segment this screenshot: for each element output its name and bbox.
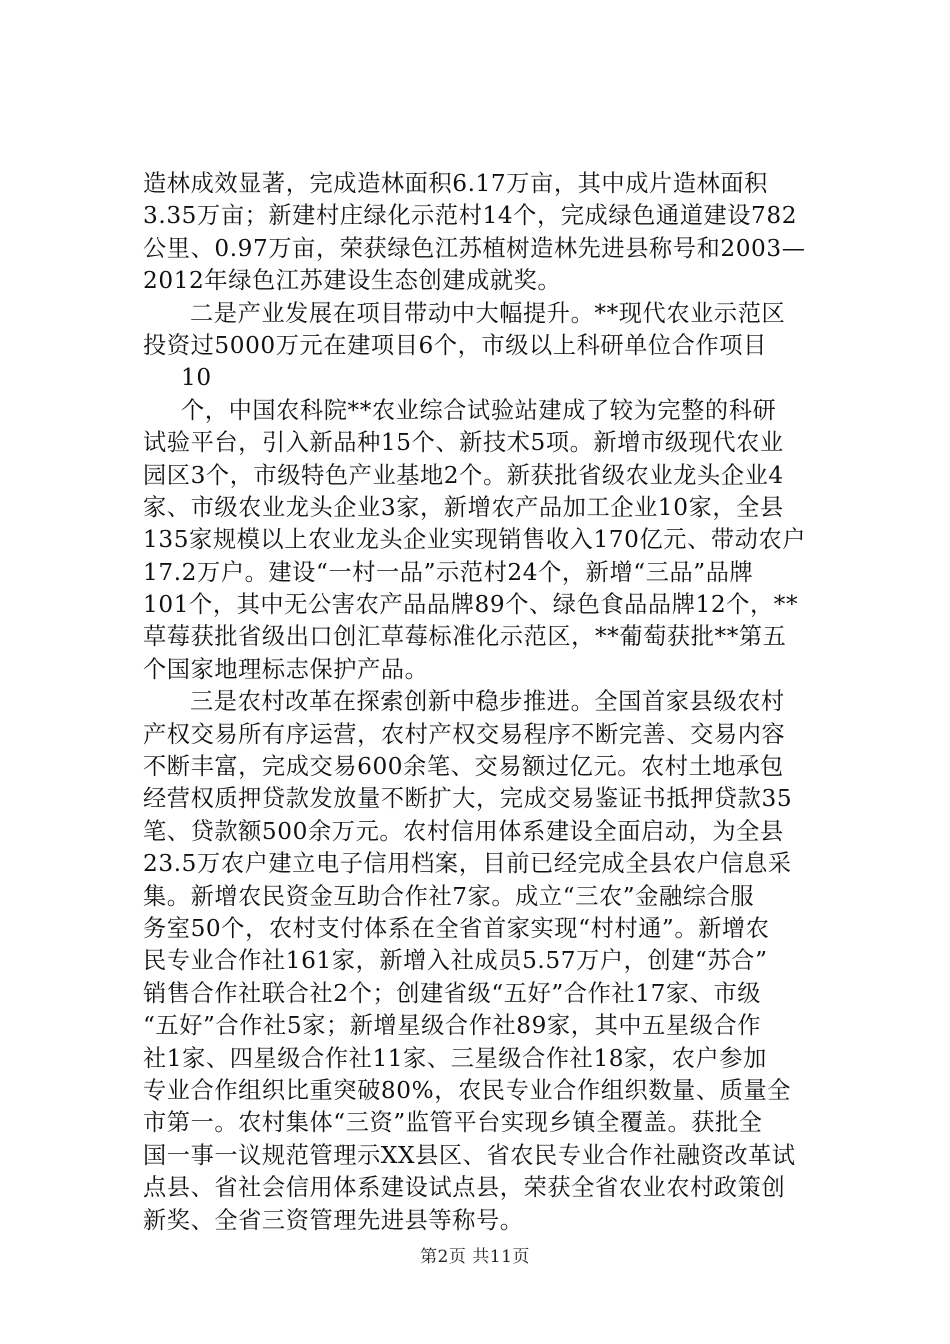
text-line: 不断丰富，完成交易600余笔、交易额过亿元。农村土地承包	[143, 753, 784, 781]
text-line: 专业合作组织比重突破80%，农民专业合作组织数量、质量全	[143, 1076, 792, 1104]
text-line: 2012年绿色江苏建设生态创建成就奖。	[143, 267, 562, 295]
text-line: 民专业合作社161家，新增入社成员5.57万户，创建“苏合”	[143, 947, 768, 975]
text-line: 135家规模以上农业龙头企业实现销售收入170亿元、带动农户	[143, 526, 807, 554]
document-body	[143, 168, 833, 1237]
text-line: 新奖、全省三资管理先进县等称号。	[143, 1206, 524, 1234]
text-line: 草莓获批省级出口创汇草莓标准化示范区，**葡萄获批**第五	[143, 623, 787, 651]
text-line: 17.2万户。建设“一村一品”示范村24个，新增“三品”品牌	[143, 558, 754, 586]
paragraph-start-line: 三是农村改革在探索创新中稳步推进。全国首家县级农村	[190, 688, 785, 716]
text-line: 3.35万亩；新建村庄绿化示范村14个，完成绿色通道建设782	[143, 202, 798, 230]
text-line: 个，中国农科院**农业综合试验站建成了较为完整的科研	[181, 396, 777, 424]
text-line: 公里、0.97万亩，荣获绿色江苏植树造林先进县称号和2003—	[143, 234, 806, 262]
text-line: 国一事一议规范管理示XX县区、省农民专业合作社融资改革试	[143, 1141, 796, 1169]
text-line: 产权交易所有序运营，农村产权交易程序不断完善、交易内容	[143, 720, 786, 748]
text-line: 10	[181, 364, 212, 392]
text-line: 个国家地理标志保护产品。	[143, 655, 429, 683]
text-line: 101个，其中无公害农产品品牌89个、绿色食品品牌12个，**	[143, 591, 799, 619]
text-line: 园区3个，市级特色产业基地2个。新获批省级农业龙头企业4	[143, 461, 784, 489]
text-line: 务室50个，农村支付体系在全省首家实现“村村通”。新增农	[143, 914, 770, 942]
page-number-footer: 第2页 共11页	[420, 1247, 530, 1267]
text-line: “五好”合作社5家；新增星级合作社89家，其中五星级合作	[143, 1012, 762, 1040]
text-line: 销售合作社联合社2个；创建省级“五好”合作社17家、市级	[143, 979, 762, 1007]
text-line: 点县、省社会信用体系建设试点县，荣获全省农业农村政策创	[143, 1174, 786, 1202]
text-line: 市第一。农村集体“三资”监管平台实现乡镇全覆盖。获批全	[143, 1109, 763, 1137]
text-line: 笔、贷款额500余万元。农村信用体系建设全面启动，为全县	[143, 817, 784, 845]
text-line: 23.5万农户建立电子信用档案，目前已经完成全县农户信息采	[143, 850, 792, 878]
text-line: 造林成效显著，完成造林面积6.17万亩，其中成片造林面积	[143, 170, 768, 197]
text-line: 试验平台，引入新品种15个、新技术5项。新增市级现代农业	[143, 429, 784, 457]
text-line: 家、市级农业龙头企业3家，新增农产品加工企业10家，全县	[143, 493, 784, 521]
text-line: 集。新增农民资金互助合作社7家。成立“三农”金融综合服	[143, 882, 755, 910]
text-line: 经营权质押贷款发放量不断扩大，完成交易鉴证书抵押贷款35	[143, 785, 793, 813]
text-line: 社1家、四星级合作社11家、三星级合作社18家，农户参加	[143, 1044, 767, 1072]
paragraph-start-line: 二是产业发展在项目带动中大幅提升。**现代农业示范区	[190, 299, 786, 327]
text-line: 投资过5000万元在建项目6个，市级以上科研单位合作项目	[143, 331, 767, 359]
